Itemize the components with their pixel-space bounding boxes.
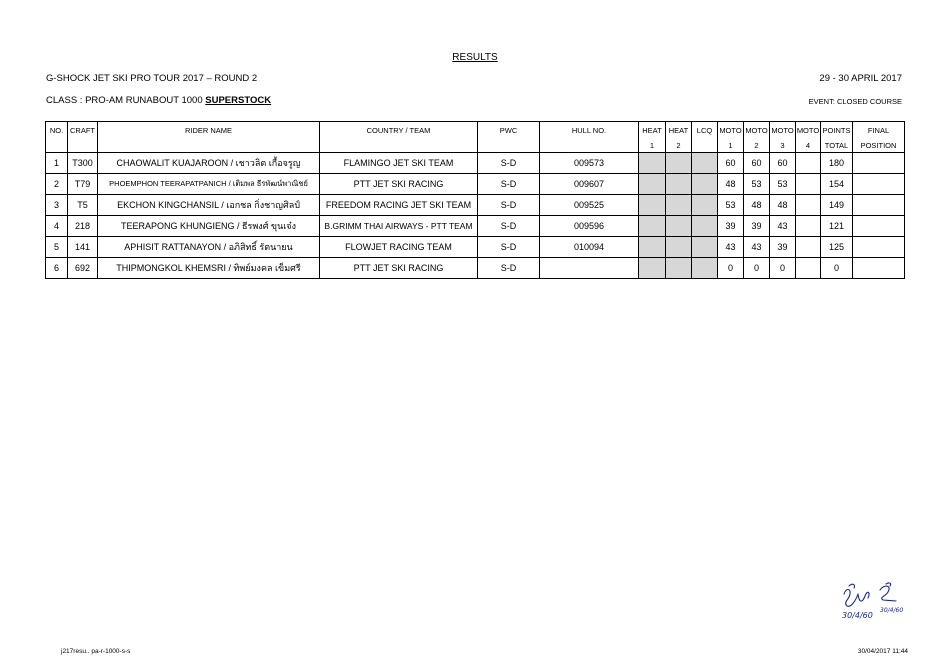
cell-no: 4 bbox=[46, 216, 68, 237]
cell-pwc: S-D bbox=[478, 153, 540, 174]
cell-pwc: S-D bbox=[478, 195, 540, 216]
col-hull: HULL NO. bbox=[540, 122, 639, 139]
cell-craft: 141 bbox=[68, 237, 98, 258]
class-prefix: CLASS : PRO-AM RUNABOUT 1000 bbox=[46, 95, 206, 106]
col-heat-1: HEAT bbox=[639, 122, 666, 139]
cell-final bbox=[853, 195, 905, 216]
cell-rider: THIPMONGKOL KHEMSRI / ทิพย์มงคล เข็มศรี bbox=[98, 258, 320, 279]
cell-moto-2: 43 bbox=[744, 237, 770, 258]
event-type: EVENT: CLOSED COURSE bbox=[808, 97, 902, 106]
cell-hull: 009607 bbox=[540, 174, 639, 195]
handwritten-signature bbox=[838, 580, 908, 622]
col-moto-4-sub: 4 bbox=[796, 138, 821, 153]
col-lcq-sub bbox=[692, 138, 718, 153]
cell-heat-1 bbox=[639, 195, 666, 216]
col-final: FINAL bbox=[853, 122, 905, 139]
cell-moto-3: 43 bbox=[770, 216, 796, 237]
col-craft-sub bbox=[68, 138, 98, 153]
cell-hull bbox=[540, 258, 639, 279]
cell-moto-1: 0 bbox=[718, 258, 744, 279]
cell-points: 121 bbox=[821, 216, 853, 237]
cell-heat-2 bbox=[666, 237, 692, 258]
cell-moto-3: 60 bbox=[770, 153, 796, 174]
col-moto-3: MOTO bbox=[770, 122, 796, 139]
cell-heat-1 bbox=[639, 216, 666, 237]
cell-heat-2 bbox=[666, 153, 692, 174]
col-rider: RIDER NAME bbox=[98, 122, 320, 139]
cell-craft: T300 bbox=[68, 153, 98, 174]
col-final-sub: POSITION bbox=[853, 138, 905, 153]
cell-moto-2: 0 bbox=[744, 258, 770, 279]
cell-moto-3: 39 bbox=[770, 237, 796, 258]
col-craft: CRAFT bbox=[68, 122, 98, 139]
cell-pwc: S-D bbox=[478, 237, 540, 258]
cell-no: 5 bbox=[46, 237, 68, 258]
footer-timestamp: 30/04/2017 11:44 bbox=[857, 648, 908, 655]
cell-lcq bbox=[692, 216, 718, 237]
col-no-sub bbox=[46, 138, 68, 153]
cell-craft: T79 bbox=[68, 174, 98, 195]
cell-moto-4 bbox=[796, 258, 821, 279]
cell-moto-3: 48 bbox=[770, 195, 796, 216]
cell-lcq bbox=[692, 174, 718, 195]
table-header-row bbox=[46, 122, 905, 139]
cell-moto-3: 53 bbox=[770, 174, 796, 195]
cell-heat-1 bbox=[639, 153, 666, 174]
cell-craft: T5 bbox=[68, 195, 98, 216]
cell-moto-4 bbox=[796, 174, 821, 195]
cell-lcq bbox=[692, 153, 718, 174]
cell-moto-2: 60 bbox=[744, 153, 770, 174]
col-pwc: PWC bbox=[478, 122, 540, 139]
cell-team: FREEDOM RACING JET SKI TEAM bbox=[320, 195, 478, 216]
cell-points: 149 bbox=[821, 195, 853, 216]
cell-moto-4 bbox=[796, 153, 821, 174]
cell-moto-2: 53 bbox=[744, 174, 770, 195]
col-hull-sub bbox=[540, 138, 639, 153]
class-emphasis: SUPERSTOCK bbox=[205, 95, 272, 106]
cell-moto-2: 39 bbox=[744, 216, 770, 237]
signature-date-2: 30/4/60 bbox=[880, 607, 904, 614]
cell-final bbox=[853, 174, 905, 195]
cell-moto-4 bbox=[796, 216, 821, 237]
col-pwc-sub bbox=[478, 138, 540, 153]
footer-filename: j217resu.. pa-r-1000-s-s bbox=[61, 648, 131, 655]
cell-hull: 009525 bbox=[540, 195, 639, 216]
cell-team: B.GRIMM THAI AIRWAYS - PTT TEAM bbox=[320, 216, 478, 237]
cell-pwc: S-D bbox=[478, 174, 540, 195]
cell-moto-1: 60 bbox=[718, 153, 744, 174]
cell-final bbox=[853, 153, 905, 174]
cell-team: FLOWJET RACING TEAM bbox=[320, 237, 478, 258]
cell-points: 0 bbox=[821, 258, 853, 279]
event-date: 29 - 30 APRIL 2017 bbox=[819, 73, 902, 84]
table-row bbox=[46, 216, 905, 237]
col-rider-sub bbox=[98, 138, 320, 153]
table-row bbox=[46, 258, 905, 279]
class-label bbox=[46, 95, 271, 106]
cell-final bbox=[853, 258, 905, 279]
col-points: POINTS bbox=[821, 122, 853, 139]
signature-stroke-1 bbox=[844, 590, 869, 607]
cell-moto-1: 43 bbox=[718, 237, 744, 258]
cell-lcq bbox=[692, 195, 718, 216]
cell-no: 1 bbox=[46, 153, 68, 174]
col-moto-2-sub: 2 bbox=[744, 138, 770, 153]
cell-hull: 010094 bbox=[540, 237, 639, 258]
cell-team: PTT JET SKI RACING bbox=[320, 174, 478, 195]
cell-hull: 009573 bbox=[540, 153, 639, 174]
cell-heat-2 bbox=[666, 216, 692, 237]
signature-date-1: 30/4/60 bbox=[842, 611, 873, 620]
cell-moto-4 bbox=[796, 237, 821, 258]
cell-heat-1 bbox=[639, 237, 666, 258]
cell-craft: 218 bbox=[68, 216, 98, 237]
results-table bbox=[45, 121, 905, 279]
cell-points: 180 bbox=[821, 153, 853, 174]
signature-stroke-2 bbox=[849, 584, 855, 588]
cell-heat-1 bbox=[639, 258, 666, 279]
col-heat-2-sub: 2 bbox=[666, 138, 692, 153]
table-row bbox=[46, 195, 905, 216]
cell-points: 154 bbox=[821, 174, 853, 195]
col-team: COUNTRY / TEAM bbox=[320, 122, 478, 139]
signature-stroke-3 bbox=[880, 586, 896, 601]
cell-moto-1: 39 bbox=[718, 216, 744, 237]
col-moto-2: MOTO bbox=[744, 122, 770, 139]
cell-team: FLAMINGO JET SKI TEAM bbox=[320, 153, 478, 174]
cell-no: 3 bbox=[46, 195, 68, 216]
table-row bbox=[46, 174, 905, 195]
cell-heat-1 bbox=[639, 174, 666, 195]
cell-moto-3: 0 bbox=[770, 258, 796, 279]
cell-final bbox=[853, 237, 905, 258]
table-subheader-row bbox=[46, 138, 905, 153]
table-row bbox=[46, 237, 905, 258]
col-heat-1-sub: 1 bbox=[639, 138, 666, 153]
cell-rider: APHISIT RATTANAYON / อภิสิทธิ์ รัตนายน bbox=[98, 237, 320, 258]
col-heat-2: HEAT bbox=[666, 122, 692, 139]
cell-no: 6 bbox=[46, 258, 68, 279]
cell-team: PTT JET SKI RACING bbox=[320, 258, 478, 279]
cell-lcq bbox=[692, 258, 718, 279]
table-row bbox=[46, 153, 905, 174]
col-moto-1-sub: 1 bbox=[718, 138, 744, 153]
col-lcq: LCQ bbox=[692, 122, 718, 139]
cell-moto-1: 48 bbox=[718, 174, 744, 195]
col-moto-3-sub: 3 bbox=[770, 138, 796, 153]
cell-pwc: S-D bbox=[478, 258, 540, 279]
cell-no: 2 bbox=[46, 174, 68, 195]
col-team-sub bbox=[320, 138, 478, 153]
cell-rider: EKCHON KINGCHANSIL / เอกชล กิ่งชาญศิลป์ bbox=[98, 195, 320, 216]
col-no: NO. bbox=[46, 122, 68, 139]
cell-rider: PHOEMPHON TEERAPATPANICH / เติมพล ธีรพัฒน์พาณิชย์ bbox=[98, 174, 320, 195]
cell-pwc: S-D bbox=[478, 216, 540, 237]
cell-heat-2 bbox=[666, 174, 692, 195]
col-moto-4: MOTO bbox=[796, 122, 821, 139]
cell-heat-2 bbox=[666, 195, 692, 216]
cell-moto-1: 53 bbox=[718, 195, 744, 216]
cell-points: 125 bbox=[821, 237, 853, 258]
cell-lcq bbox=[692, 237, 718, 258]
cell-hull: 009596 bbox=[540, 216, 639, 237]
cell-moto-2: 48 bbox=[744, 195, 770, 216]
cell-craft: 692 bbox=[68, 258, 98, 279]
col-points-sub: TOTAL bbox=[821, 138, 853, 153]
col-moto-1: MOTO bbox=[718, 122, 744, 139]
cell-rider: TEERAPONG KHUNGIENG / ธีรพงศ์ ขุนเจ๋ง bbox=[98, 216, 320, 237]
cell-rider: CHAOWALIT KUAJAROON / เชาวลิต เกื้อจรูญ bbox=[98, 153, 320, 174]
event-name: G-SHOCK JET SKI PRO TOUR 2017 – ROUND 2 bbox=[46, 73, 258, 84]
cell-moto-4 bbox=[796, 195, 821, 216]
document-title: RESULTS bbox=[452, 52, 498, 63]
cell-heat-2 bbox=[666, 258, 692, 279]
cell-final bbox=[853, 216, 905, 237]
